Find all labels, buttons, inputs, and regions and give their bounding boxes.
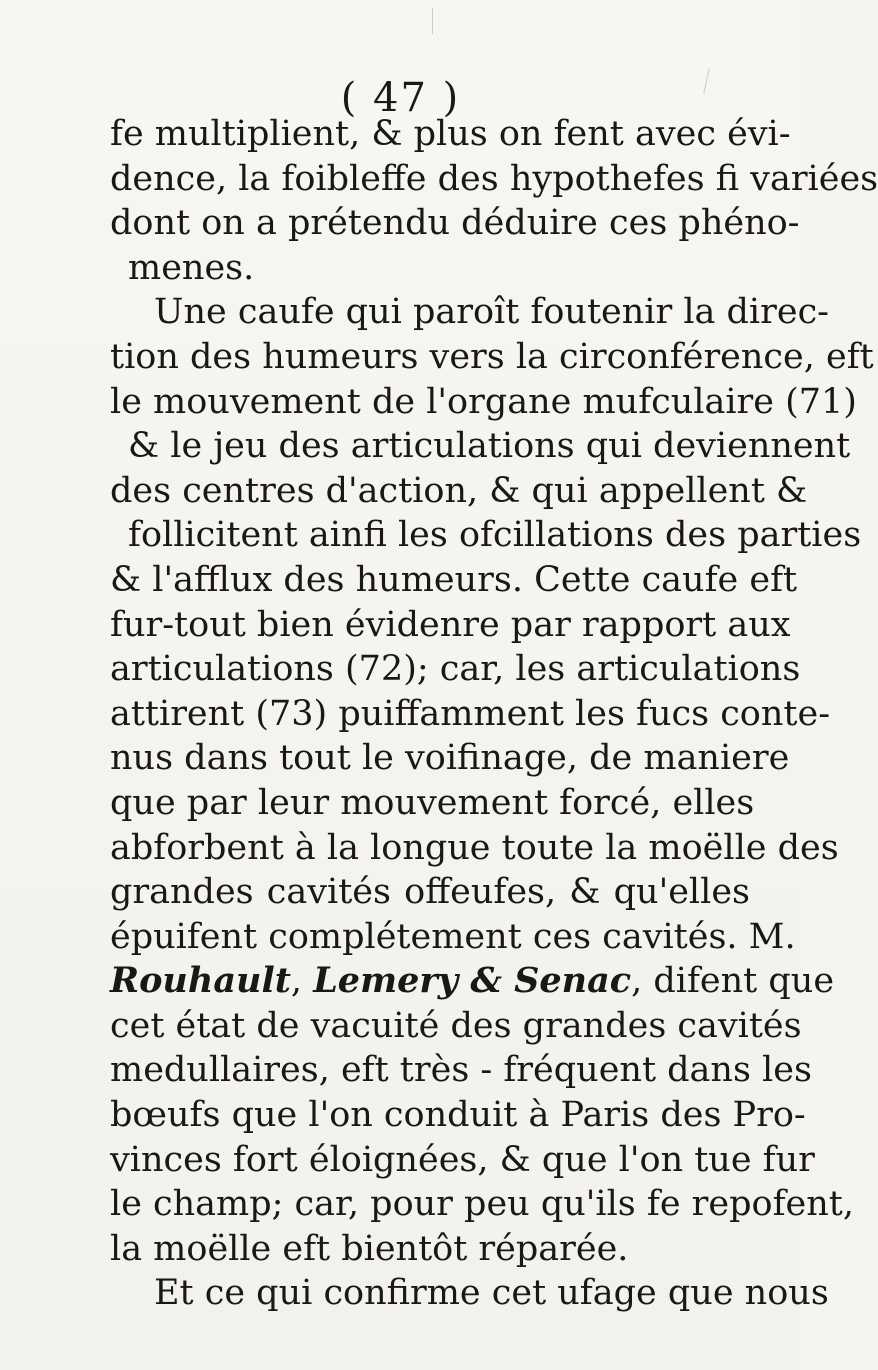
text-line: & le jeu des articulations qui deviennent xyxy=(128,426,851,467)
scan-mark-top xyxy=(432,8,433,34)
text-line: le champ; car, pour peu qu'ils fe repofent, xyxy=(110,1184,854,1225)
text-line: articulations (72); car, les articulations xyxy=(110,649,801,690)
text-line: épuifent complétement ces cavités. M. xyxy=(110,916,796,957)
text-line: dont on a prétendu déduire ces phéno- xyxy=(110,203,800,244)
text-line-authors: Rouhault, Lemery & Senac, difent que xyxy=(110,960,835,1002)
author-name: Rouhault xyxy=(110,960,291,1002)
text-line: & l'afflux des humeurs. Cette caufe eft xyxy=(110,559,798,600)
text-line: fur-tout bien évidenre par rapport aux xyxy=(110,604,791,645)
text-line: attirent (73) puiffamment les fucs conte- xyxy=(110,693,831,734)
paragraph-start-line: Une caufe qui paroît foutenir la direc- xyxy=(154,292,829,333)
text-line: medullaires, eft très - fréquent dans les xyxy=(110,1050,812,1091)
text-line: la moëlle eft bientôt réparée. xyxy=(110,1228,629,1269)
author-name: Senac xyxy=(514,960,632,1002)
text-line: fe multiplient, & plus on fent avec évi- xyxy=(110,114,791,154)
text-line: dence, la foibleffe des hypothefes fi variées xyxy=(110,158,878,199)
text-line: grandes cavités offeufes, & qu'elles xyxy=(110,872,750,913)
body-text xyxy=(110,112,878,1316)
text-line: follicitent ainfi les ofcillations des parties xyxy=(128,515,862,556)
text-line: des centres d'action, & qui appellent & xyxy=(110,470,808,511)
text-line: menes. xyxy=(128,247,255,288)
text-line: nus dans tout le voifinage, de maniere xyxy=(110,738,790,779)
paragraph-start-line: Et ce qui confirme cet ufage que nous xyxy=(154,1273,829,1314)
text-line: tion des humeurs vers la circonférence, eft xyxy=(110,336,874,377)
text-line: abforbent à la longue toute la moëlle des xyxy=(110,827,839,868)
text-line: bœufs que l'on conduit à Paris des Pro- xyxy=(110,1095,806,1136)
author-name: Lemery xyxy=(313,960,459,1002)
text-line: que par leur mouvement forcé, elles xyxy=(110,782,755,823)
text-line: le mouvement de l'organe mufculaire (71) xyxy=(110,381,857,422)
text-line: cet état de vacuité des grandes cavités xyxy=(110,1005,802,1046)
text-line: vinces fort éloignées, & que l'on tue fur xyxy=(110,1139,815,1180)
page-number: ( 47 ) xyxy=(340,75,461,121)
